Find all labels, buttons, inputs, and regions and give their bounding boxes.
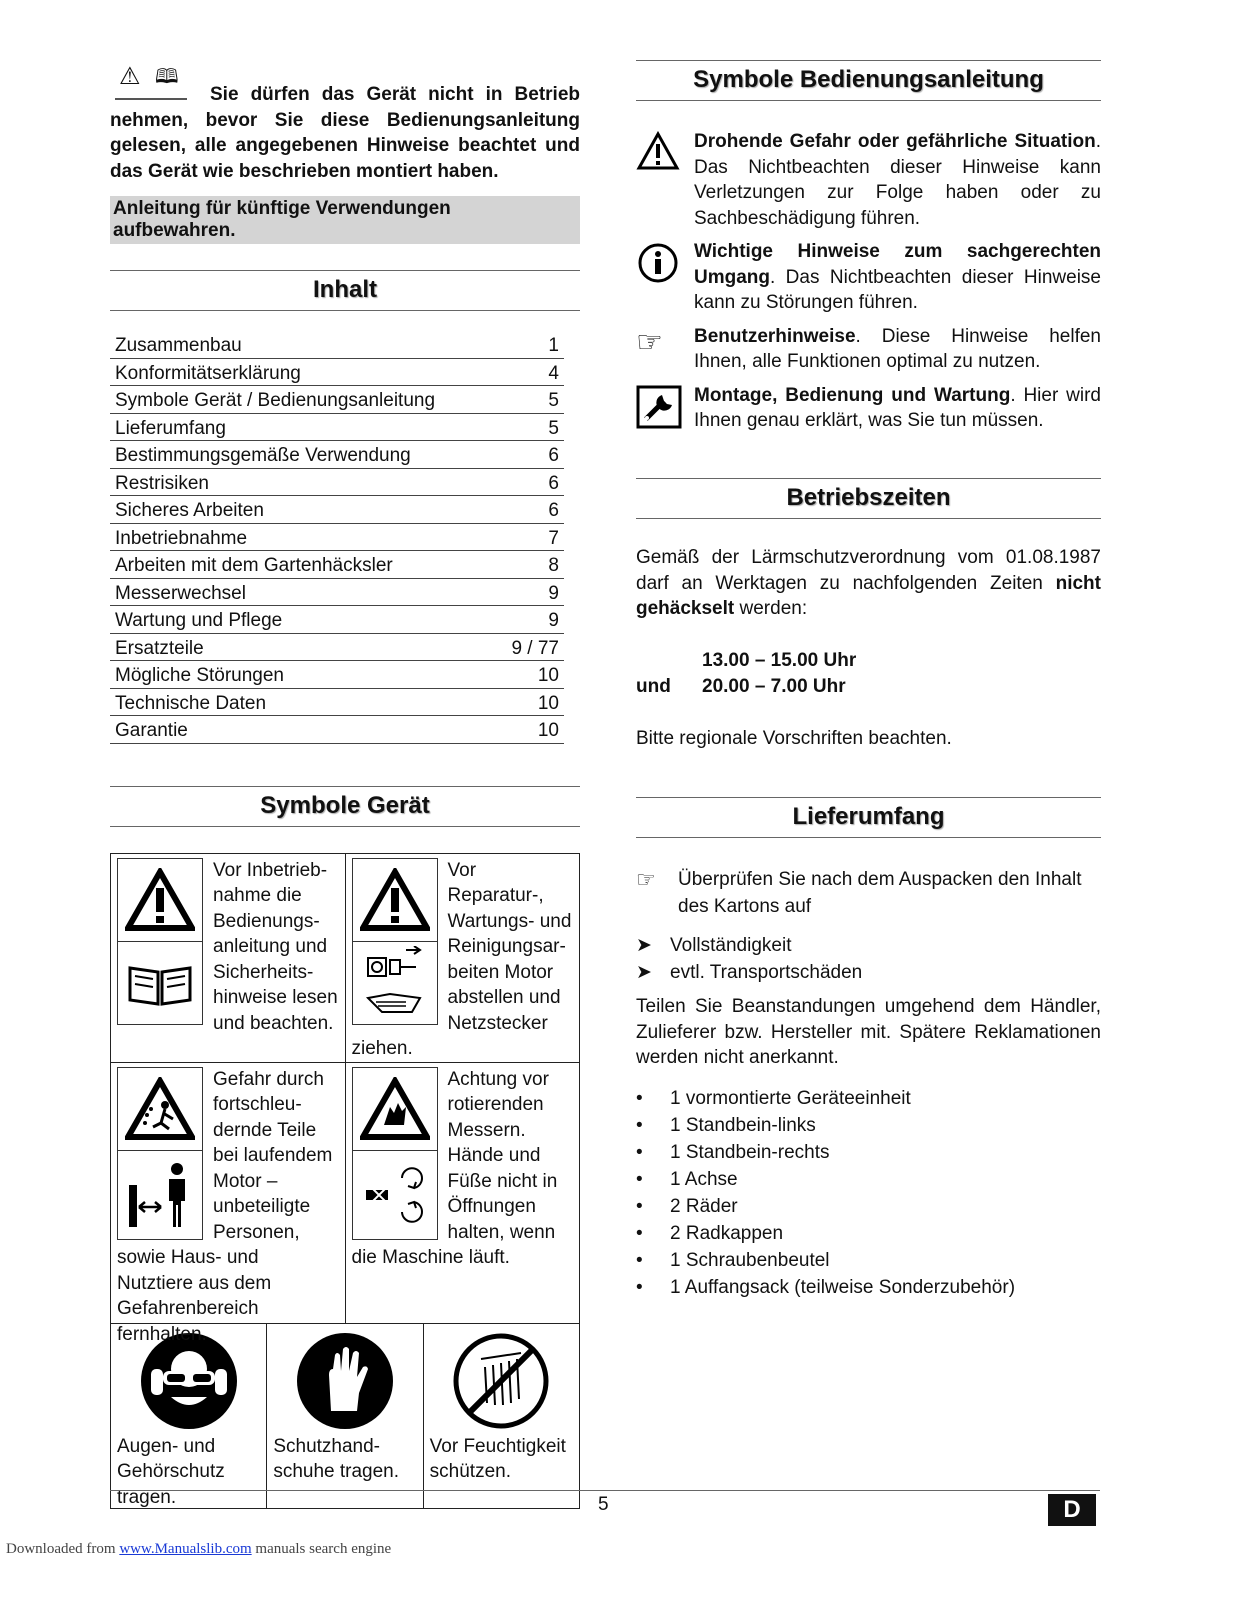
legend-danger: Drohende Gefahr oder gefährliche Situation. Das Nichtbeachten dieser Hinweise kann Verletzungen zur Folge haben oder zu Sachbeschädigung führen. xyxy=(636,129,1101,231)
list-item: • 1 Achse xyxy=(636,1168,738,1190)
table-of-contents xyxy=(110,331,564,744)
footer-divider xyxy=(110,1490,1100,1491)
manualslib-link[interactable]: www.Manualslib.com xyxy=(119,1541,252,1557)
operating-times-text: Gemäß der Lärmschutzverordnung vom 01.08.1987 darf an Werktagen zu nachfolgenden Zeiten nicht gehäckselt werden: xyxy=(636,547,1101,619)
toc-row[interactable]: Lieferumfang 5 xyxy=(110,414,564,442)
hand-blade-icon xyxy=(360,1077,430,1141)
language-badge: D xyxy=(1048,1494,1096,1526)
symbol-text-rotating-blades: Achtung vor rotierenden Messern. Hände und Füße nicht in Öffnungen halten, wenn die Maschine läuft. xyxy=(351,1068,558,1268)
toc-row[interactable]: Restrisiken 6 xyxy=(110,469,564,497)
list-item: • 2 Räder xyxy=(636,1195,738,1217)
toc-row[interactable]: Mögliche Störungen 10 xyxy=(110,661,564,689)
book-icon: 🕮 xyxy=(155,66,179,88)
unplug-symbol xyxy=(352,858,438,1025)
plug-manual-icon xyxy=(360,946,430,1020)
toc-row[interactable]: Sicheres Arbeiten 6 xyxy=(110,496,564,524)
symbol-text-read-manual: Vor Inbetrieb-nahme die Bedienungs-anleitung und Sicherheits-hinweise lesen und beachten. xyxy=(213,859,338,1034)
ppe-text-gloves: Schutzhand-schuhe tragen. xyxy=(273,1435,400,1482)
toc-row[interactable]: Bestimmungsgemäße Verwendung 6 xyxy=(110,441,564,469)
warning-icon: ⚠ xyxy=(119,63,141,90)
right-column xyxy=(636,60,1101,1301)
toc-row[interactable]: Wartung und Pflege 9 xyxy=(110,606,564,634)
legend-user-tip: ☞ Benutzerhinweise. Diese Hinweise helfen Ihnen, alle Funktionen optimal zu nutzen. xyxy=(636,324,1101,375)
warning-triangle-icon xyxy=(125,868,195,932)
flying-parts-symbol xyxy=(117,1067,203,1240)
list-item: • 1 Schraubenbeutel xyxy=(636,1249,830,1271)
pointing-hand-icon: ☞ xyxy=(636,325,663,359)
delivery-heading: Lieferumfang xyxy=(636,797,1101,838)
flying-debris-icon xyxy=(125,1077,195,1141)
toc-row[interactable]: Ersatzteile 9 / 77 xyxy=(110,634,564,662)
pointing-hand-icon: ☞ xyxy=(636,867,656,892)
no-rain-icon xyxy=(451,1331,551,1431)
symbol-text-flying-parts: Gefahr durch fortschleu-dernde Teile bei laufendem Motor – unbeteiligte Personen, sowie Haus- und Nutztiere aus dem Gefahrenbereich fernhalten. xyxy=(117,1068,333,1345)
list-item: • 2 Radkappen xyxy=(636,1222,784,1244)
read-manual-symbol xyxy=(117,858,203,1025)
list-item: • 1 Standbein-rechts xyxy=(636,1141,830,1163)
manual-symbols-heading: Symbole Bedienungsanleitung xyxy=(636,60,1101,101)
wrench-icon xyxy=(636,385,682,429)
operating-times-list: 13.00 – 15.00 Uhr und 20.00 – 7.00 Uhr xyxy=(636,649,857,697)
rotating-blades-symbol xyxy=(352,1067,438,1240)
regional-note: Bitte regionale Vorschriften beachten. xyxy=(636,727,952,749)
keep-distance-icon xyxy=(125,1155,195,1235)
ppe-moisture xyxy=(424,1324,579,1508)
toc-row[interactable]: Symbole Gerät / Bedienungsanleitung 5 xyxy=(110,386,564,414)
page-number: 5 xyxy=(598,1494,609,1515)
legend-info: Wichtige Hinweise zum sachgerechten Umgang. Das Nichtbeachten dieser Hinweise kann zu Störungen führen. xyxy=(636,239,1101,316)
ppe-text-eye-ear: Augen- und Gehörschutz tragen. xyxy=(117,1435,225,1508)
device-symbols-heading: Symbole Gerät xyxy=(110,786,580,827)
ppe-text-moisture: Vor Feuchtigkeit schützen. xyxy=(429,1435,566,1482)
warning-triangle-icon xyxy=(360,868,430,932)
book-icon xyxy=(125,958,195,1008)
list-item: ➤ evtl. Transportschäden xyxy=(636,959,1101,986)
toc-row[interactable]: Garantie 10 xyxy=(110,716,564,744)
toc-row[interactable]: Arbeiten mit dem Gartenhäcksler 8 xyxy=(110,551,564,579)
toc-row[interactable]: Technische Daten 10 xyxy=(110,689,564,717)
arrow-bullet-icon: ➤ xyxy=(636,935,652,956)
toc-heading: Inhalt xyxy=(110,270,580,311)
keep-manual-note: Anleitung für künftige Verwendungen aufbewahren. xyxy=(110,196,580,244)
intro-warning xyxy=(110,60,580,184)
device-symbols-table xyxy=(110,853,580,1509)
list-item: • 1 Standbein-links xyxy=(636,1114,816,1136)
ppe-row xyxy=(111,1324,579,1508)
info-circle-icon xyxy=(636,241,680,285)
warning-triangle-icon xyxy=(636,131,680,171)
left-column xyxy=(110,60,580,1509)
toc-row[interactable]: Konformitätserklärung 4 xyxy=(110,359,564,387)
legend-assembly: Montage, Bedienung und Wartung. Hier wird Ihnen genau erklärt, was Sie tun müssen. xyxy=(636,383,1101,437)
ppe-gloves xyxy=(267,1324,423,1508)
toc-row[interactable]: Inbetriebnahme 7 xyxy=(110,524,564,552)
download-note: Downloaded from www.Manualslib.com manuals search engine xyxy=(6,1541,392,1557)
delivery-check: ☞ Überprüfen Sie nach dem Auspacken den Inhalt des Kartons auf xyxy=(636,866,1101,920)
toc-row[interactable]: Messerwechsel 9 xyxy=(110,579,564,607)
arrow-bullet-icon: ➤ xyxy=(636,962,652,983)
check-list xyxy=(636,932,1101,986)
intro-text: Sie dürfen das Gerät nicht in Betrieb nehmen, bevor Sie diese Bedienungsanleitung gelesen, alle angegebenen Hinweise beachtet und das Gerät wie beschrieben montiert haben. xyxy=(110,84,580,182)
operating-times-heading: Betriebszeiten xyxy=(636,478,1101,519)
list-item: • 1 vormontierte Geräteeinheit xyxy=(636,1087,911,1109)
intro-icons xyxy=(115,62,187,100)
ppe-eye-ear xyxy=(111,1324,267,1508)
toc-row[interactable]: Zusammenbau 1 xyxy=(110,331,564,359)
complaint-text: Teilen Sie Beanstandungen umgehend dem Händler, Zulieferer bzw. Hersteller mit. Spätere Reklamationen werden nicht anerkannt. xyxy=(636,996,1101,1068)
list-item: • 1 Auffangsack (teilweise Sonderzubehör) xyxy=(636,1276,1016,1298)
hands-feet-openings-icon xyxy=(360,1160,430,1230)
delivery-items xyxy=(636,1085,1101,1301)
symbol-text-unplug: Vor Reparatur-, Wartungs- und Reinigungsar-beiten Motor abstellen und Netzstecker ziehen. xyxy=(351,859,572,1059)
list-item: ➤ Vollständigkeit xyxy=(636,932,1101,959)
